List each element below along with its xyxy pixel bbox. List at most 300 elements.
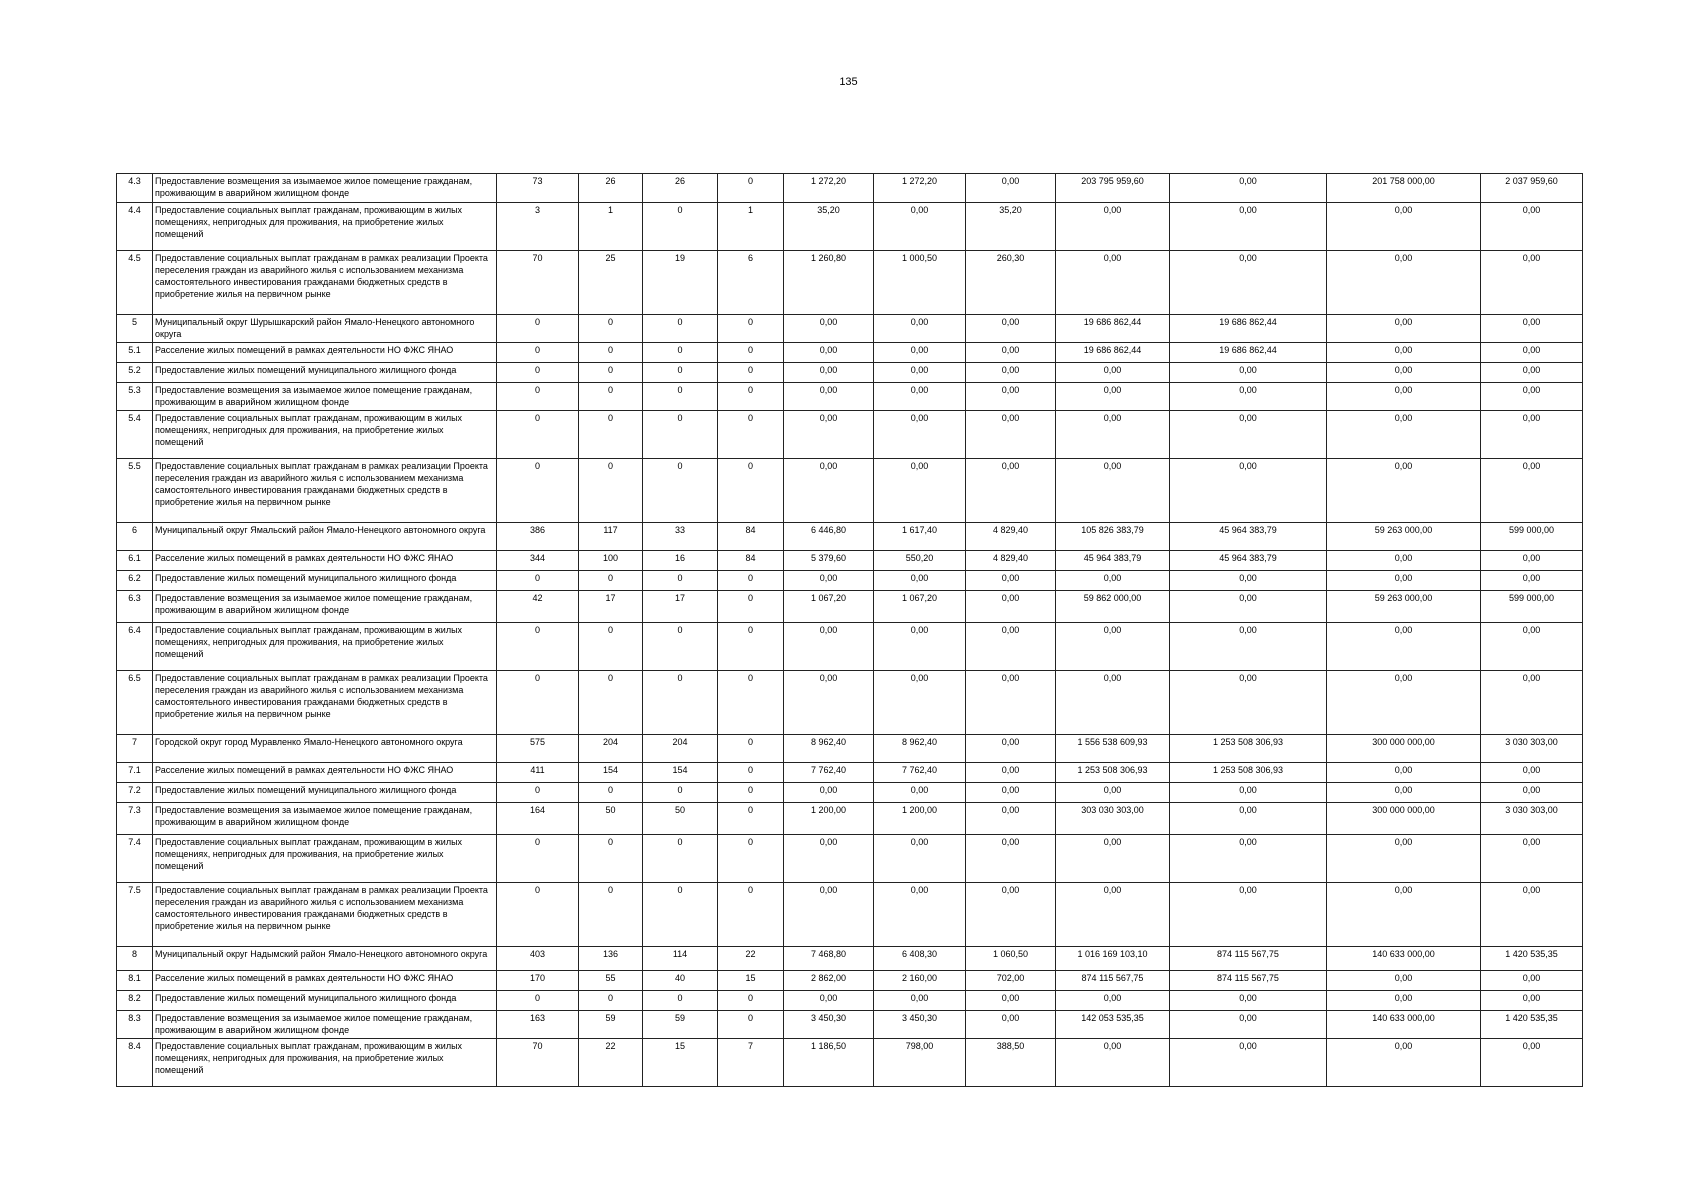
value-cell: 0 xyxy=(643,991,718,1011)
value-cell: 105 826 383,79 xyxy=(1056,523,1170,551)
row-number-cell: 7 xyxy=(117,735,153,763)
value-cell: 0 xyxy=(579,363,643,383)
value-cell: 19 686 862,44 xyxy=(1170,343,1327,363)
row-name-cell: Городской округ город Муравленко Ямало-Ненецкого автономного округа xyxy=(153,735,497,763)
value-cell: 0,00 xyxy=(966,459,1056,523)
value-cell: 0,00 xyxy=(1056,991,1170,1011)
value-cell: 163 xyxy=(497,1011,579,1039)
value-cell: 0,00 xyxy=(966,623,1056,671)
value-cell: 5 379,60 xyxy=(784,551,874,571)
value-cell: 7 762,40 xyxy=(784,763,874,783)
value-cell: 0,00 xyxy=(1056,671,1170,735)
table-row xyxy=(117,783,1583,803)
value-cell: 0,00 xyxy=(784,411,874,459)
value-cell: 1 272,20 xyxy=(874,174,966,203)
value-cell: 0,00 xyxy=(1327,551,1481,571)
value-cell: 0,00 xyxy=(874,783,966,803)
value-cell: 0 xyxy=(718,383,784,411)
value-cell: 0,00 xyxy=(874,883,966,947)
value-cell: 154 xyxy=(579,763,643,783)
value-cell: 45 964 383,79 xyxy=(1170,551,1327,571)
row-name-cell: Расселение жилых помещений в рамках деятельности НО ФЖС ЯНАО xyxy=(153,343,497,363)
row-name-cell: Предоставление жилых помещений муниципального жилищного фонда xyxy=(153,991,497,1011)
value-cell: 1 253 508 306,93 xyxy=(1056,763,1170,783)
value-cell: 0,00 xyxy=(784,363,874,383)
value-cell: 0 xyxy=(718,363,784,383)
value-cell: 300 000 000,00 xyxy=(1327,803,1481,835)
value-cell: 0 xyxy=(579,623,643,671)
row-name-cell: Муниципальный округ Ямальский район Ямало-Ненецкого автономного округа xyxy=(153,523,497,551)
value-cell: 1 200,00 xyxy=(784,803,874,835)
table-row xyxy=(117,363,1583,383)
value-cell: 0,00 xyxy=(784,459,874,523)
value-cell: 0,00 xyxy=(1170,411,1327,459)
value-cell: 0 xyxy=(579,383,643,411)
value-cell: 0,00 xyxy=(1056,623,1170,671)
value-cell: 0 xyxy=(643,383,718,411)
row-name-cell: Муниципальный округ Шурышкарский район Ямало-Ненецкого автономного округа xyxy=(153,315,497,343)
value-cell: 0 xyxy=(497,991,579,1011)
row-name-cell: Предоставление жилых помещений муниципального жилищного фонда xyxy=(153,571,497,591)
row-number-cell: 6.2 xyxy=(117,571,153,591)
value-cell: 702,00 xyxy=(966,971,1056,991)
value-cell: 874 115 567,75 xyxy=(1170,971,1327,991)
value-cell: 3 xyxy=(497,203,579,251)
value-cell: 0 xyxy=(579,411,643,459)
value-cell: 0,00 xyxy=(1481,411,1583,459)
value-cell: 0,00 xyxy=(1481,571,1583,591)
value-cell: 1 253 508 306,93 xyxy=(1170,763,1327,783)
value-cell: 0,00 xyxy=(1327,971,1481,991)
value-cell: 50 xyxy=(643,803,718,835)
table-row xyxy=(117,571,1583,591)
table-row xyxy=(117,735,1583,763)
value-cell: 0 xyxy=(643,623,718,671)
value-cell: 140 633 000,00 xyxy=(1327,1011,1481,1039)
value-cell: 0 xyxy=(718,1011,784,1039)
row-number-cell: 5.3 xyxy=(117,383,153,411)
row-number-cell: 4.4 xyxy=(117,203,153,251)
table-row xyxy=(117,991,1583,1011)
value-cell: 40 xyxy=(643,971,718,991)
value-cell: 0,00 xyxy=(874,411,966,459)
value-cell: 0 xyxy=(718,343,784,363)
value-cell: 0 xyxy=(497,383,579,411)
value-cell: 19 xyxy=(643,251,718,315)
value-cell: 59 862 000,00 xyxy=(1056,591,1170,623)
value-cell: 70 xyxy=(497,251,579,315)
table-row xyxy=(117,343,1583,363)
row-number-cell: 7.3 xyxy=(117,803,153,835)
value-cell: 1 260,80 xyxy=(784,251,874,315)
value-cell: 0 xyxy=(497,343,579,363)
row-number-cell: 7.4 xyxy=(117,835,153,883)
value-cell: 15 xyxy=(718,971,784,991)
table-row xyxy=(117,383,1583,411)
value-cell: 0 xyxy=(579,459,643,523)
value-cell: 0,00 xyxy=(1170,1011,1327,1039)
value-cell: 0,00 xyxy=(1327,1039,1481,1087)
value-cell: 0,00 xyxy=(1170,623,1327,671)
value-cell: 0 xyxy=(718,671,784,735)
value-cell: 45 964 383,79 xyxy=(1056,551,1170,571)
value-cell: 1 272,20 xyxy=(784,174,874,203)
table-row xyxy=(117,835,1583,883)
row-name-cell: Предоставление социальных выплат гражданам в рамках реализации Проекта переселения граждан из аварийного жилья с использованием механизма самостоятельного инвестирования гражданами бюджетных средств в приобретение жилья на первичном рынке xyxy=(153,671,497,735)
row-number-cell: 8.2 xyxy=(117,991,153,1011)
value-cell: 73 xyxy=(497,174,579,203)
value-cell: 0,00 xyxy=(784,991,874,1011)
value-cell: 0 xyxy=(643,411,718,459)
value-cell: 50 xyxy=(579,803,643,835)
table-row xyxy=(117,1039,1583,1087)
table-row xyxy=(117,551,1583,571)
value-cell: 0,00 xyxy=(966,783,1056,803)
value-cell: 17 xyxy=(643,591,718,623)
value-cell: 0,00 xyxy=(1327,571,1481,591)
value-cell: 0,00 xyxy=(966,671,1056,735)
value-cell: 1 253 508 306,93 xyxy=(1170,735,1327,763)
value-cell: 0 xyxy=(718,991,784,1011)
value-cell: 55 xyxy=(579,971,643,991)
value-cell: 411 xyxy=(497,763,579,783)
value-cell: 0 xyxy=(497,571,579,591)
value-cell: 0,00 xyxy=(1481,343,1583,363)
value-cell: 3 450,30 xyxy=(874,1011,966,1039)
value-cell: 0 xyxy=(579,835,643,883)
value-cell: 19 686 862,44 xyxy=(1170,315,1327,343)
value-cell: 0 xyxy=(497,835,579,883)
value-cell: 403 xyxy=(497,947,579,971)
value-cell: 0,00 xyxy=(966,835,1056,883)
value-cell: 15 xyxy=(643,1039,718,1087)
value-cell: 0,00 xyxy=(966,991,1056,1011)
value-cell: 0 xyxy=(497,671,579,735)
row-number-cell: 4.3 xyxy=(117,174,153,203)
value-cell: 0 xyxy=(718,459,784,523)
value-cell: 142 053 535,35 xyxy=(1056,1011,1170,1039)
value-cell: 0 xyxy=(579,783,643,803)
value-cell: 201 758 000,00 xyxy=(1327,174,1481,203)
value-cell: 0,00 xyxy=(966,591,1056,623)
table-row xyxy=(117,623,1583,671)
value-cell: 0 xyxy=(643,203,718,251)
value-cell: 0,00 xyxy=(784,883,874,947)
value-cell: 25 xyxy=(579,251,643,315)
value-cell: 0,00 xyxy=(784,671,874,735)
value-cell: 0,00 xyxy=(1056,383,1170,411)
value-cell: 388,50 xyxy=(966,1039,1056,1087)
value-cell: 0,00 xyxy=(874,623,966,671)
table-body xyxy=(117,174,1583,1087)
value-cell: 344 xyxy=(497,551,579,571)
table-row xyxy=(117,203,1583,251)
value-cell: 0,00 xyxy=(1170,459,1327,523)
value-cell: 1 067,20 xyxy=(874,591,966,623)
value-cell: 0 xyxy=(643,315,718,343)
row-number-cell: 5.4 xyxy=(117,411,153,459)
value-cell: 798,00 xyxy=(874,1039,966,1087)
value-cell: 33 xyxy=(643,523,718,551)
row-name-cell: Предоставление возмещения за изымаемое жилое помещение гражданам, проживающим в аварийном жилищном фонде xyxy=(153,591,497,623)
row-number-cell: 8.4 xyxy=(117,1039,153,1087)
value-cell: 42 xyxy=(497,591,579,623)
value-cell: 1 xyxy=(579,203,643,251)
value-cell: 0,00 xyxy=(966,363,1056,383)
value-cell: 0,00 xyxy=(1327,363,1481,383)
value-cell: 136 xyxy=(579,947,643,971)
value-cell: 0,00 xyxy=(966,174,1056,203)
value-cell: 19 686 862,44 xyxy=(1056,343,1170,363)
value-cell: 0,00 xyxy=(1056,1039,1170,1087)
value-cell: 26 xyxy=(643,174,718,203)
table-row xyxy=(117,883,1583,947)
value-cell: 16 xyxy=(643,551,718,571)
value-cell: 154 xyxy=(643,763,718,783)
row-number-cell: 7.1 xyxy=(117,763,153,783)
value-cell: 0 xyxy=(497,315,579,343)
value-cell: 0 xyxy=(579,315,643,343)
value-cell: 0,00 xyxy=(1481,623,1583,671)
value-cell: 0,00 xyxy=(1327,343,1481,363)
value-cell: 0,00 xyxy=(784,571,874,591)
value-cell: 0,00 xyxy=(966,571,1056,591)
value-cell: 0,00 xyxy=(874,459,966,523)
value-cell: 0 xyxy=(718,763,784,783)
row-name-cell: Муниципальный округ Надымский район Ямало-Ненецкого автономного округа xyxy=(153,947,497,971)
row-name-cell: Предоставление социальных выплат гражданам, проживающим в жилых помещениях, непригодных для проживания, на приобретение жилых помещений xyxy=(153,203,497,251)
table-row xyxy=(117,251,1583,315)
value-cell: 204 xyxy=(579,735,643,763)
value-cell: 0,00 xyxy=(874,363,966,383)
value-cell: 0,00 xyxy=(1170,363,1327,383)
row-number-cell: 6.5 xyxy=(117,671,153,735)
value-cell: 70 xyxy=(497,1039,579,1087)
value-cell: 0,00 xyxy=(1056,251,1170,315)
value-cell: 0,00 xyxy=(1481,363,1583,383)
value-cell: 0,00 xyxy=(1327,251,1481,315)
value-cell: 0,00 xyxy=(1327,835,1481,883)
value-cell: 1 617,40 xyxy=(874,523,966,551)
value-cell: 0,00 xyxy=(1056,835,1170,883)
value-cell: 0,00 xyxy=(1327,315,1481,343)
value-cell: 0,00 xyxy=(1481,671,1583,735)
table-row xyxy=(117,971,1583,991)
row-name-cell: Предоставление социальных выплат гражданам, проживающим в жилых помещениях, непригодных для проживания, на приобретение жилых помещений xyxy=(153,1039,497,1087)
row-number-cell: 5.1 xyxy=(117,343,153,363)
table-row xyxy=(117,523,1583,551)
value-cell: 6 446,80 xyxy=(784,523,874,551)
value-cell: 575 xyxy=(497,735,579,763)
value-cell: 204 xyxy=(643,735,718,763)
value-cell: 0 xyxy=(643,363,718,383)
value-cell: 0,00 xyxy=(1056,459,1170,523)
value-cell: 599 000,00 xyxy=(1481,523,1583,551)
value-cell: 1 067,20 xyxy=(784,591,874,623)
value-cell: 0,00 xyxy=(1056,883,1170,947)
value-cell: 0 xyxy=(718,315,784,343)
row-name-cell: Предоставление социальных выплат гражданам в рамках реализации Проекта переселения граждан из аварийного жилья с использованием механизма самостоятельного инвестирования гражданами бюджетных средств в приобретение жилья на первичном рынке xyxy=(153,251,497,315)
value-cell: 0,00 xyxy=(1170,883,1327,947)
value-cell: 0,00 xyxy=(784,383,874,411)
value-cell: 1 186,50 xyxy=(784,1039,874,1087)
value-cell: 0,00 xyxy=(874,571,966,591)
value-cell: 35,20 xyxy=(784,203,874,251)
value-cell: 7 468,80 xyxy=(784,947,874,971)
row-name-cell: Предоставление социальных выплат гражданам в рамках реализации Проекта переселения граждан из аварийного жилья с использованием механизма самостоятельного инвестирования гражданами бюджетных средств в приобретение жилья на первичном рынке xyxy=(153,883,497,947)
value-cell: 0,00 xyxy=(1327,783,1481,803)
value-cell: 0,00 xyxy=(966,383,1056,411)
table-row xyxy=(117,315,1583,343)
row-number-cell: 4.5 xyxy=(117,251,153,315)
table-row xyxy=(117,411,1583,459)
value-cell: 0,00 xyxy=(1170,591,1327,623)
value-cell: 35,20 xyxy=(966,203,1056,251)
value-cell: 59 xyxy=(643,1011,718,1039)
value-cell: 0 xyxy=(643,571,718,591)
value-cell: 0,00 xyxy=(1170,571,1327,591)
row-name-cell: Предоставление социальных выплат гражданам в рамках реализации Проекта переселения граждан из аварийного жилья с использованием механизма самостоятельного инвестирования гражданами бюджетных средств в приобретение жилья на первичном рынке xyxy=(153,459,497,523)
row-number-cell: 5.2 xyxy=(117,363,153,383)
value-cell: 0,00 xyxy=(966,1011,1056,1039)
row-number-cell: 5.5 xyxy=(117,459,153,523)
value-cell: 1 420 535,35 xyxy=(1481,1011,1583,1039)
value-cell: 0,00 xyxy=(874,835,966,883)
row-number-cell: 6.3 xyxy=(117,591,153,623)
value-cell: 114 xyxy=(643,947,718,971)
row-number-cell: 6.4 xyxy=(117,623,153,671)
value-cell: 140 633 000,00 xyxy=(1327,947,1481,971)
value-cell: 0,00 xyxy=(966,763,1056,783)
value-cell: 0,00 xyxy=(1056,363,1170,383)
value-cell: 0,00 xyxy=(1481,835,1583,883)
row-number-cell: 7.2 xyxy=(117,783,153,803)
value-cell: 0 xyxy=(718,883,784,947)
value-cell: 0,00 xyxy=(1481,551,1583,571)
value-cell: 0,00 xyxy=(874,383,966,411)
value-cell: 0,00 xyxy=(1481,1039,1583,1087)
value-cell: 0,00 xyxy=(966,883,1056,947)
value-cell: 0,00 xyxy=(1481,783,1583,803)
value-cell: 0,00 xyxy=(874,991,966,1011)
value-cell: 1 xyxy=(718,203,784,251)
value-cell: 0 xyxy=(497,623,579,671)
value-cell: 3 450,30 xyxy=(784,1011,874,1039)
value-cell: 0 xyxy=(643,883,718,947)
resettlement-table xyxy=(116,173,1583,1087)
value-cell: 0,00 xyxy=(874,315,966,343)
value-cell: 0,00 xyxy=(1481,991,1583,1011)
value-cell: 0 xyxy=(579,883,643,947)
page-number: 135 xyxy=(839,76,858,88)
value-cell: 0,00 xyxy=(1481,251,1583,315)
value-cell: 0,00 xyxy=(1056,203,1170,251)
value-cell: 0,00 xyxy=(966,411,1056,459)
value-cell: 8 962,40 xyxy=(874,735,966,763)
row-number-cell: 8.3 xyxy=(117,1011,153,1039)
value-cell: 0 xyxy=(718,571,784,591)
value-cell: 0 xyxy=(497,783,579,803)
row-number-cell: 8 xyxy=(117,947,153,971)
value-cell: 0,00 xyxy=(784,315,874,343)
row-name-cell: Предоставление возмещения за изымаемое жилое помещение гражданам, проживающим в аварийном жилищном фонде xyxy=(153,803,497,835)
value-cell: 0,00 xyxy=(1170,174,1327,203)
value-cell: 260,30 xyxy=(966,251,1056,315)
value-cell: 0 xyxy=(579,343,643,363)
value-cell: 0,00 xyxy=(1170,383,1327,411)
value-cell: 26 xyxy=(579,174,643,203)
row-name-cell: Предоставление социальных выплат гражданам, проживающим в жилых помещениях, непригодных для проживания, на приобретение жилых помещений xyxy=(153,835,497,883)
value-cell: 0,00 xyxy=(966,735,1056,763)
value-cell: 6 408,30 xyxy=(874,947,966,971)
value-cell: 6 xyxy=(718,251,784,315)
value-cell: 1 016 169 103,10 xyxy=(1056,947,1170,971)
table-row xyxy=(117,174,1583,203)
value-cell: 0,00 xyxy=(1327,991,1481,1011)
value-cell: 1 000,50 xyxy=(874,251,966,315)
value-cell: 0 xyxy=(718,735,784,763)
value-cell: 2 160,00 xyxy=(874,971,966,991)
value-cell: 0,00 xyxy=(1056,571,1170,591)
value-cell: 0,00 xyxy=(784,835,874,883)
value-cell: 0,00 xyxy=(1170,803,1327,835)
row-number-cell: 7.5 xyxy=(117,883,153,947)
value-cell: 0,00 xyxy=(874,343,966,363)
value-cell: 2 862,00 xyxy=(784,971,874,991)
value-cell: 0 xyxy=(718,783,784,803)
value-cell: 0,00 xyxy=(874,671,966,735)
value-cell: 0,00 xyxy=(1327,203,1481,251)
value-cell: 45 964 383,79 xyxy=(1170,523,1327,551)
value-cell: 0,00 xyxy=(1170,783,1327,803)
value-cell: 22 xyxy=(579,1039,643,1087)
value-cell: 2 037 959,60 xyxy=(1481,174,1583,203)
value-cell: 0 xyxy=(718,411,784,459)
value-cell: 0,00 xyxy=(1327,883,1481,947)
row-name-cell: Предоставление социальных выплат гражданам, проживающим в жилых помещениях, непригодных для проживания, на приобретение жилых помещений xyxy=(153,411,497,459)
value-cell: 0,00 xyxy=(1481,203,1583,251)
row-name-cell: Расселение жилых помещений в рамках деятельности НО ФЖС ЯНАО xyxy=(153,763,497,783)
value-cell: 59 xyxy=(579,1011,643,1039)
value-cell: 59 263 000,00 xyxy=(1327,591,1481,623)
value-cell: 300 000 000,00 xyxy=(1327,735,1481,763)
value-cell: 3 030 303,00 xyxy=(1481,735,1583,763)
value-cell: 0,00 xyxy=(874,203,966,251)
value-cell: 0 xyxy=(497,411,579,459)
value-cell: 3 030 303,00 xyxy=(1481,803,1583,835)
value-cell: 0,00 xyxy=(1481,971,1583,991)
value-cell: 0,00 xyxy=(1327,459,1481,523)
value-cell: 0,00 xyxy=(784,783,874,803)
row-number-cell: 8.1 xyxy=(117,971,153,991)
value-cell: 19 686 862,44 xyxy=(1056,315,1170,343)
value-cell: 0,00 xyxy=(1481,459,1583,523)
value-cell: 0,00 xyxy=(1327,763,1481,783)
value-cell: 0 xyxy=(497,883,579,947)
value-cell: 0,00 xyxy=(1481,883,1583,947)
value-cell: 0,00 xyxy=(1481,315,1583,343)
value-cell: 59 263 000,00 xyxy=(1327,523,1481,551)
value-cell: 0 xyxy=(579,571,643,591)
value-cell: 203 795 959,60 xyxy=(1056,174,1170,203)
value-cell: 0,00 xyxy=(1170,835,1327,883)
value-cell: 0,00 xyxy=(1481,763,1583,783)
table-row xyxy=(117,1011,1583,1039)
value-cell: 164 xyxy=(497,803,579,835)
row-name-cell: Предоставление социальных выплат гражданам, проживающим в жилых помещениях, непригодных для проживания, на приобретение жилых помещений xyxy=(153,623,497,671)
table-row xyxy=(117,591,1583,623)
value-cell: 0 xyxy=(718,623,784,671)
